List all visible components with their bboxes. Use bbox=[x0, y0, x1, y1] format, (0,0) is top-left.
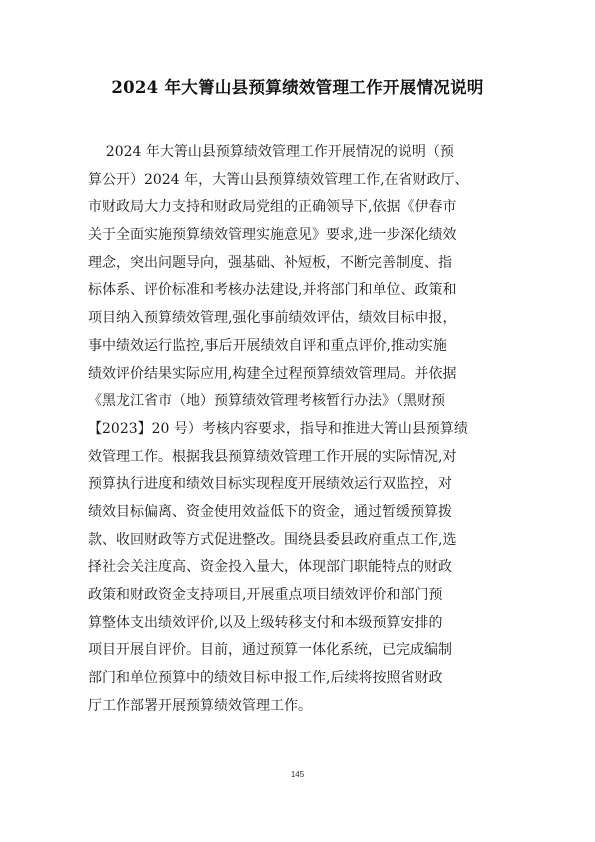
body-line: 项目开展自评价。目前，通过预算一体化系统，已完成编制 bbox=[88, 642, 452, 659]
body-line: 效管理工作。根据我县预算绩效管理工作开展的实际情况,对 bbox=[88, 448, 457, 465]
body-line: 标体系、评价标准和考核办法建设,并将部门和单位、政策和 bbox=[88, 282, 457, 299]
body-line: 关于全面实施预算绩效管理实施意见》要求,进一步深化绩效 bbox=[88, 227, 457, 244]
body-line: 事中绩效运行监控,事后开展绩效自评和重点评价,推动实施 bbox=[88, 337, 447, 354]
body-line: 算整体支出绩效评价,以及上级转移支付和本级预算安排的 bbox=[88, 614, 443, 631]
body-line: 算公开）2024 年，大箐山县预算绩效管理工作,在省财政厅、 bbox=[88, 171, 469, 188]
page-number: 145 bbox=[290, 770, 305, 779]
body-line: 厅工作部署开展预算绩效管理工作。 bbox=[88, 697, 312, 714]
body-line: 政策和财政资金支持项目,开展重点项目绩效评价和部门预 bbox=[88, 587, 443, 603]
body-line: 【2023】20 号）考核内容要求，指导和推进大箐山县预算绩 bbox=[88, 420, 468, 437]
body-paragraph bbox=[88, 139, 508, 720]
body-line: 《黑龙江省市（地）预算绩效管理考核暂行办法》（黑财预 bbox=[88, 393, 445, 410]
body-line: 项目纳入预算绩效管理,强化事前绩效评估，绩效目标申报， bbox=[88, 310, 457, 327]
body-line: 理念，突出问题导向，强基础、补短板，不断完善制度、指 bbox=[88, 254, 452, 271]
document-title: 2024 年大箐山县预算绩效管理工作开展情况说明 bbox=[111, 78, 484, 97]
body-line: 绩效目标偏离、资金使用效益低下的资金，通过暂缓预算拨 bbox=[88, 503, 452, 520]
body-line: 市财政局大力支持和财政局党组的正确领导下,依据《伊春市 bbox=[88, 199, 457, 216]
body-line: 部门和单位预算中的绩效目标申报工作,后续将按照省财政 bbox=[88, 670, 443, 687]
body-line: 2024 年大箐山县预算绩效管理工作开展情况的说明（预 bbox=[88, 144, 454, 160]
body-line: 款、收回财政等方式促进整改。围绕县委县政府重点工作,选 bbox=[88, 531, 457, 548]
body-line: 绩效评价结果实际应用,构建全过程预算绩效管理局。并依据 bbox=[88, 365, 457, 382]
body-line: 择社会关注度高、资金投入量大，体现部门职能特点的财政 bbox=[88, 559, 452, 576]
body-line: 预算执行进度和绩效目标实现程度开展绩效运行双监控，对 bbox=[88, 476, 452, 493]
